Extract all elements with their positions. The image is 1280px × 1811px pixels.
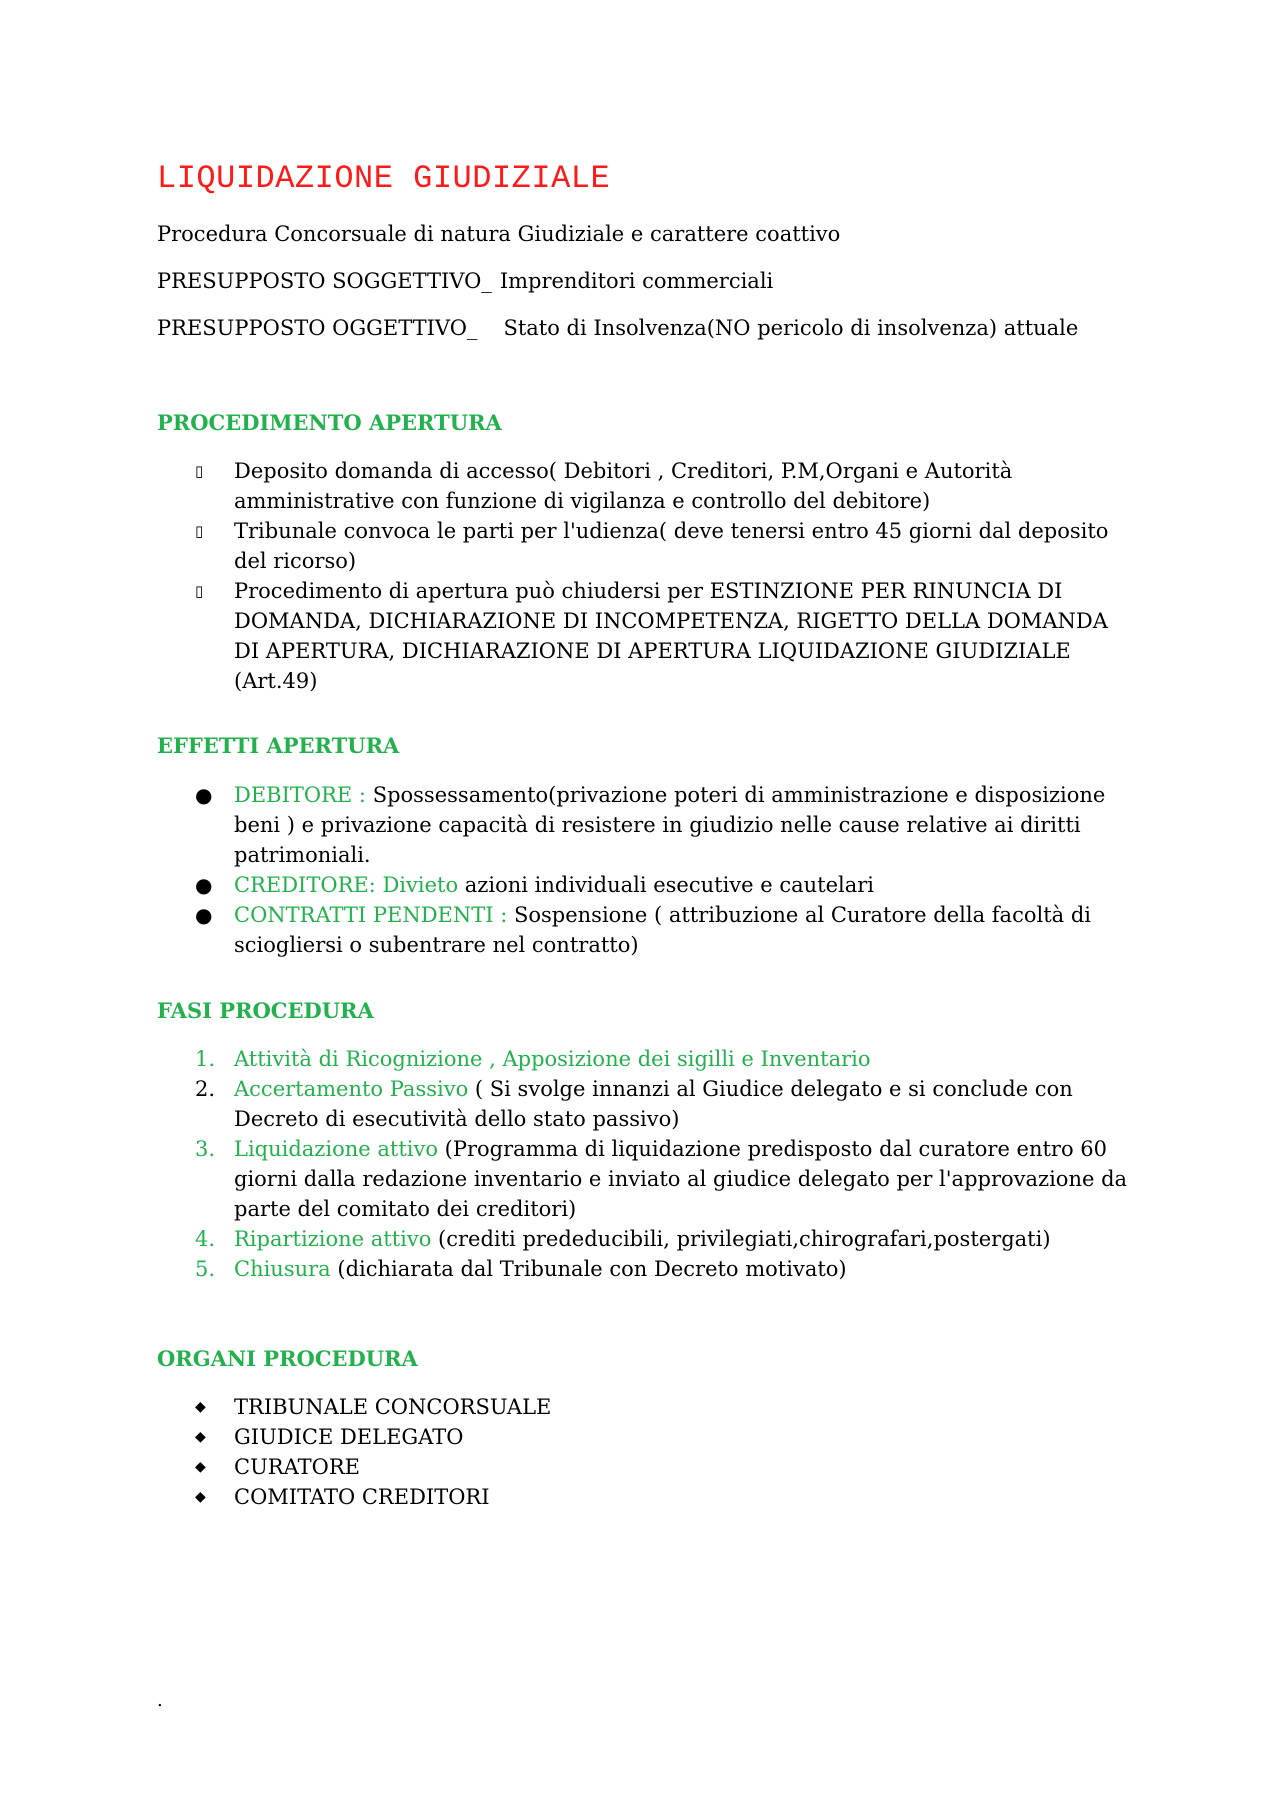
effetto-text: azioni individuali esecutive e cautelari: [458, 873, 875, 897]
fase-key: Chiusura: [234, 1257, 331, 1281]
missing-glyph-box-icon: ▯: [195, 582, 204, 600]
list-item: [157, 1254, 1137, 1284]
diamond-bullet-icon: ◆: [195, 1399, 206, 1415]
list-number: 2.: [195, 1077, 216, 1101]
list-item-text: COMITATO CREDITORI: [234, 1485, 490, 1509]
list-item: [157, 456, 1137, 516]
bullet-dot-icon: ●: [195, 783, 213, 807]
fase-text: (crediti prededucibili, privilegiati,chirografari,postergati): [431, 1227, 1051, 1251]
list-item: [157, 1224, 1137, 1254]
intro-line: Procedura Concorsuale di natura Giudiziale e carattere coattivo: [157, 222, 841, 246]
presupposto-oggettivo-value: Stato di Insolvenza(NO pericolo di insolvenza) attuale: [503, 316, 1079, 340]
presupposto-soggettivo-label: PRESUPPOSTO SOGGETTIVO_: [157, 269, 492, 293]
list-item: [157, 780, 1137, 870]
list-item: [157, 576, 1137, 696]
effetto-text: Spossessamento(privazione poteri di amministrazione e disposizione beni ) e privazione capacità di resistere in giudizio nelle cause relative ai diritti patrimoniali.: [234, 783, 1106, 867]
missing-glyph-box-icon: ▯: [195, 522, 204, 540]
section-heading-effetti: EFFETTI APERTURA: [157, 733, 400, 758]
diamond-bullet-icon: ◆: [195, 1429, 206, 1445]
fase-text: ( Si svolge innanzi al Giudice delegato e si conclude con Decreto di esecutività dello stato passivo): [234, 1077, 1073, 1131]
list-item: [157, 900, 1137, 960]
fase-key: Ripartizione attivo: [234, 1227, 432, 1251]
list-number: 3.: [195, 1137, 216, 1161]
list-item: [157, 1134, 1137, 1224]
list-item-text: GIUDICE DELEGATO: [234, 1425, 464, 1449]
list-number: 1.: [195, 1047, 216, 1071]
fase-key: Accertamento Passivo: [234, 1077, 469, 1101]
list-item-text: Tribunale convoca le parti per l'udienza( deve tenersi entro 45 giorni dal deposito del ricorso): [234, 519, 1109, 573]
list-item: [157, 1452, 1137, 1482]
list-item-text: CURATORE: [234, 1455, 360, 1479]
fase-text: (dichiarata dal Tribunale con Decreto motivato): [330, 1257, 847, 1281]
section-heading-procedimento: PROCEDIMENTO APERTURA: [157, 410, 502, 435]
list-item: [157, 516, 1137, 576]
list-item: [157, 1044, 1137, 1074]
presupposto-oggettivo: [157, 316, 1078, 340]
diamond-bullet-icon: ◆: [195, 1459, 206, 1475]
list-item-text: TRIBUNALE CONCORSUALE: [234, 1395, 552, 1419]
effetto-key: CONTRATTI PENDENTI :: [234, 903, 514, 927]
procedimento-list: [157, 456, 1137, 696]
fase-key: Liquidazione attivo: [234, 1137, 438, 1161]
list-item-text: Procedimento di apertura può chiudersi per ESTINZIONE PER RINUNCIA DI DOMANDA, DICHIARAZIONE DI INCOMPETENZA, RIGETTO DELLA DOMANDA DI APERTURA, DICHIARAZIONE DI APERTURA LIQUIDAZIONE GIUDIZIALE (Art.49): [234, 579, 1108, 693]
list-item: [157, 870, 1137, 900]
fasi-list: [157, 1044, 1137, 1284]
section-heading-organi: ORGANI PROCEDURA: [157, 1346, 418, 1371]
effetto-key: CREDITORE: Divieto: [234, 873, 459, 897]
presupposto-soggettivo: [157, 269, 773, 293]
diamond-bullet-icon: ◆: [195, 1489, 206, 1505]
organi-list: [157, 1392, 1137, 1512]
list-item: [157, 1392, 1137, 1422]
missing-glyph-box-icon: ▯: [195, 462, 204, 480]
footer-mark: .: [157, 1690, 163, 1711]
presupposto-soggettivo-value: Imprenditori commerciali: [499, 269, 774, 293]
list-item: [157, 1482, 1137, 1512]
bullet-dot-icon: ●: [195, 903, 213, 927]
fase-text: (Programma di liquidazione predisposto dal curatore entro 60 giorni dalla redazione inventario e inviato al giudice delegato per l'approvazione da parte del comitato dei creditori): [234, 1137, 1128, 1221]
section-heading-fasi: FASI PROCEDURA: [157, 998, 374, 1023]
effetto-key: DEBITORE :: [234, 783, 373, 807]
list-number: 4.: [195, 1227, 216, 1251]
list-item: [157, 1422, 1137, 1452]
fase-key: Attività di Ricognizione , Apposizione dei sigilli e Inventario: [234, 1047, 871, 1071]
effetto-text: Sospensione ( attribuzione al Curatore della facoltà di sciogliersi o subentrare nel contratto): [234, 903, 1091, 957]
list-item: [157, 1074, 1137, 1134]
presupposto-oggettivo-label: PRESUPPOSTO OGGETTIVO_: [157, 316, 478, 340]
list-number: 5.: [195, 1257, 216, 1281]
document-title: LIQUIDAZIONE GIUDIZIALE: [157, 160, 611, 197]
effetti-list: [157, 780, 1137, 960]
bullet-dot-icon: ●: [195, 873, 213, 897]
list-item-text: Deposito domanda di accesso( Debitori , Creditori, P.M,Organi e Autorità amministrative con funzione di vigilanza e controllo del debitore): [234, 459, 1013, 513]
